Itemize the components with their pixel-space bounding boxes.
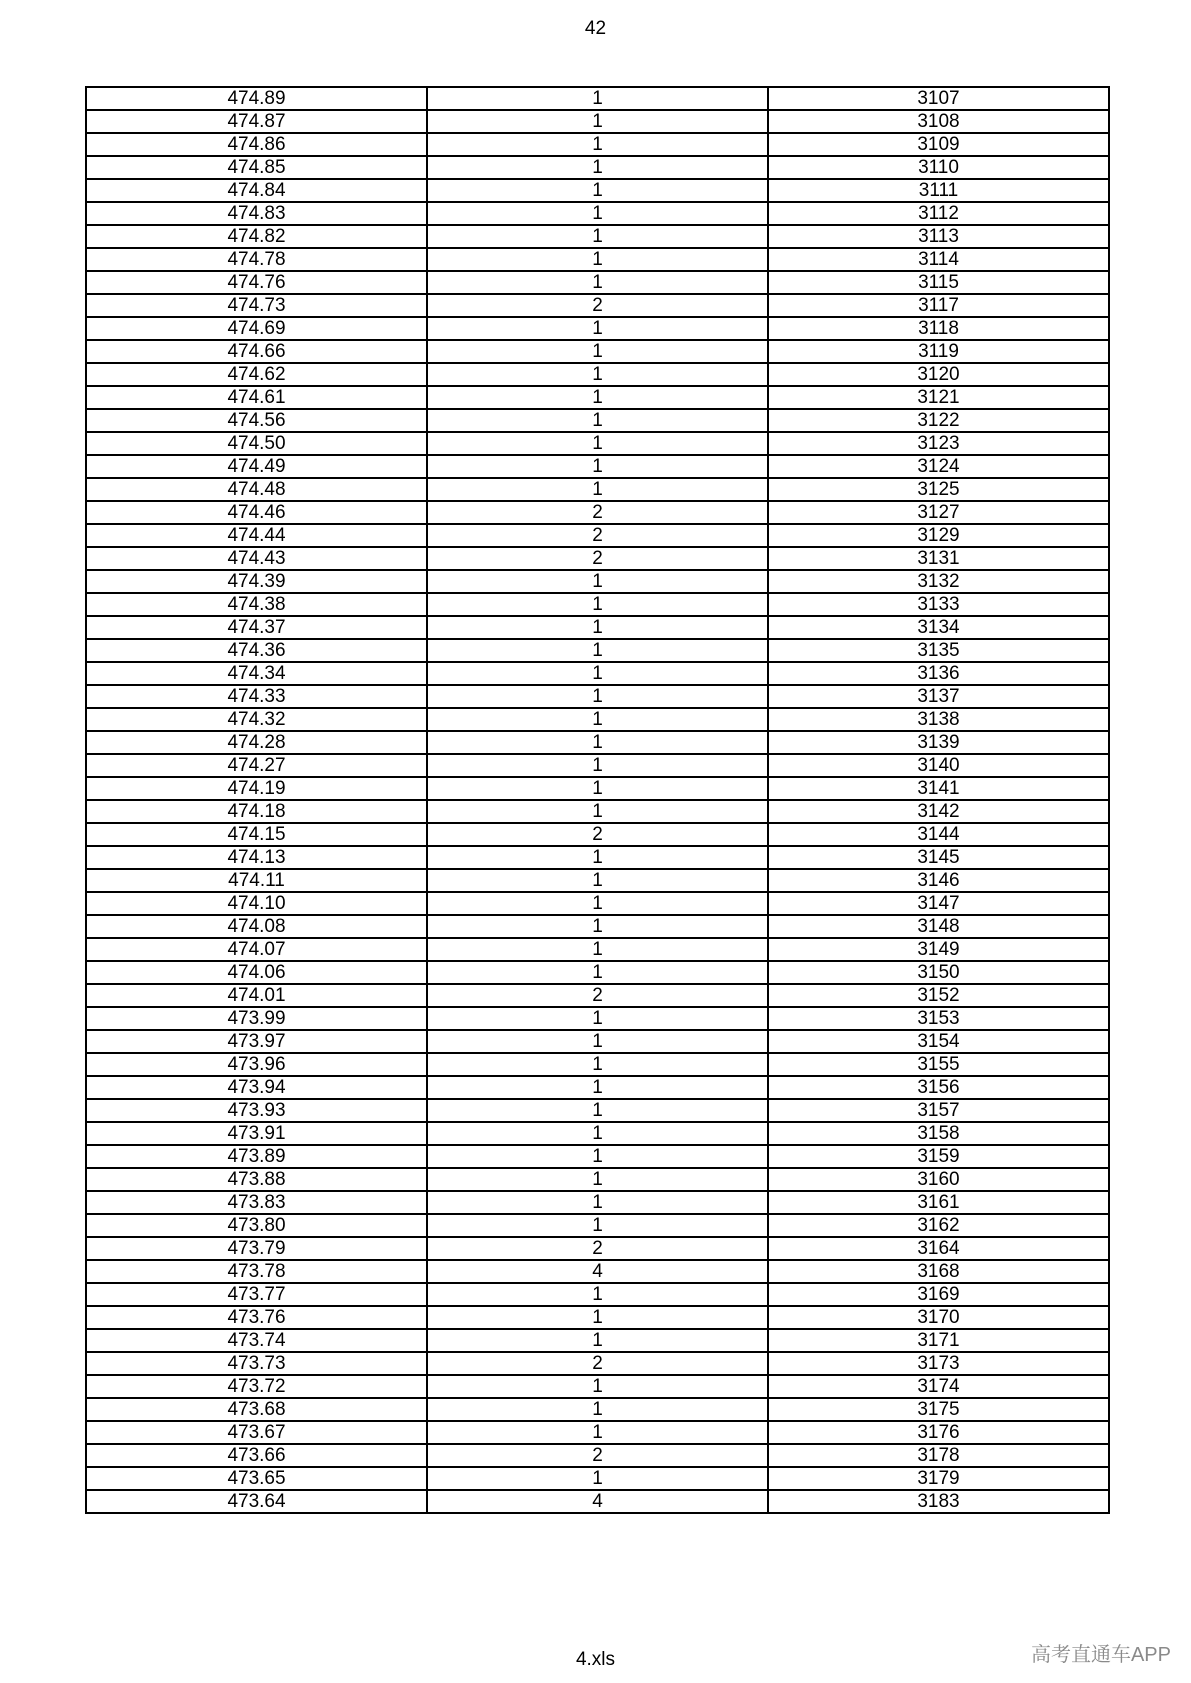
table-row bbox=[86, 616, 1109, 639]
page-number: 42 bbox=[584, 18, 607, 39]
cumulative-cell: 3148 bbox=[768, 915, 1109, 938]
footer-filename: 4.xls bbox=[575, 1649, 616, 1670]
count-cell: 1 bbox=[427, 271, 768, 294]
score-cell: 474.08 bbox=[86, 915, 427, 938]
score-cell: 473.94 bbox=[86, 1076, 427, 1099]
score-cell: 474.11 bbox=[86, 869, 427, 892]
table-row bbox=[86, 1283, 1109, 1306]
cumulative-cell: 3121 bbox=[768, 386, 1109, 409]
score-cell: 473.78 bbox=[86, 1260, 427, 1283]
score-cell: 473.89 bbox=[86, 1145, 427, 1168]
cumulative-cell: 3110 bbox=[768, 156, 1109, 179]
count-cell: 2 bbox=[427, 984, 768, 1007]
score-cell: 474.66 bbox=[86, 340, 427, 363]
count-cell: 1 bbox=[427, 869, 768, 892]
cumulative-cell: 3170 bbox=[768, 1306, 1109, 1329]
count-cell: 1 bbox=[427, 1145, 768, 1168]
cumulative-cell: 3115 bbox=[768, 271, 1109, 294]
score-cell: 473.88 bbox=[86, 1168, 427, 1191]
score-cell: 474.06 bbox=[86, 961, 427, 984]
score-cell: 473.76 bbox=[86, 1306, 427, 1329]
table-row bbox=[86, 915, 1109, 938]
score-cell: 473.80 bbox=[86, 1214, 427, 1237]
table-row bbox=[86, 1030, 1109, 1053]
table-row bbox=[86, 777, 1109, 800]
count-cell: 1 bbox=[427, 616, 768, 639]
table-row bbox=[86, 1352, 1109, 1375]
score-cell: 473.73 bbox=[86, 1352, 427, 1375]
table-row bbox=[86, 271, 1109, 294]
table-row bbox=[86, 1053, 1109, 1076]
count-cell: 1 bbox=[427, 731, 768, 754]
score-cell: 474.10 bbox=[86, 892, 427, 915]
score-cell: 473.96 bbox=[86, 1053, 427, 1076]
score-cell: 474.49 bbox=[86, 455, 427, 478]
score-cell: 474.28 bbox=[86, 731, 427, 754]
cumulative-cell: 3119 bbox=[768, 340, 1109, 363]
score-cell: 474.78 bbox=[86, 248, 427, 271]
table-row bbox=[86, 1214, 1109, 1237]
cumulative-cell: 3139 bbox=[768, 731, 1109, 754]
count-cell: 1 bbox=[427, 386, 768, 409]
cumulative-cell: 3152 bbox=[768, 984, 1109, 1007]
cumulative-cell: 3144 bbox=[768, 823, 1109, 846]
table-row bbox=[86, 87, 1109, 110]
cumulative-cell: 3124 bbox=[768, 455, 1109, 478]
score-cell: 473.91 bbox=[86, 1122, 427, 1145]
table-row bbox=[86, 800, 1109, 823]
table-row bbox=[86, 1398, 1109, 1421]
cumulative-cell: 3169 bbox=[768, 1283, 1109, 1306]
score-cell: 473.79 bbox=[86, 1237, 427, 1260]
table-row bbox=[86, 1168, 1109, 1191]
table-row bbox=[86, 386, 1109, 409]
count-cell: 2 bbox=[427, 547, 768, 570]
score-cell: 474.46 bbox=[86, 501, 427, 524]
cumulative-cell: 3145 bbox=[768, 846, 1109, 869]
score-cell: 474.44 bbox=[86, 524, 427, 547]
score-cell: 474.15 bbox=[86, 823, 427, 846]
count-cell: 2 bbox=[427, 524, 768, 547]
count-cell: 1 bbox=[427, 1421, 768, 1444]
count-cell: 1 bbox=[427, 961, 768, 984]
cumulative-cell: 3118 bbox=[768, 317, 1109, 340]
table-row bbox=[86, 1076, 1109, 1099]
count-cell: 1 bbox=[427, 662, 768, 685]
cumulative-cell: 3136 bbox=[768, 662, 1109, 685]
score-cell: 474.13 bbox=[86, 846, 427, 869]
table-row bbox=[86, 1237, 1109, 1260]
table-row bbox=[86, 1490, 1109, 1513]
table-row bbox=[86, 1191, 1109, 1214]
count-cell: 1 bbox=[427, 1283, 768, 1306]
table-row bbox=[86, 1145, 1109, 1168]
cumulative-cell: 3164 bbox=[768, 1237, 1109, 1260]
count-cell: 1 bbox=[427, 777, 768, 800]
count-cell: 1 bbox=[427, 87, 768, 110]
count-cell: 1 bbox=[427, 1398, 768, 1421]
table-row bbox=[86, 961, 1109, 984]
cumulative-cell: 3114 bbox=[768, 248, 1109, 271]
cumulative-cell: 3113 bbox=[768, 225, 1109, 248]
count-cell: 1 bbox=[427, 593, 768, 616]
table-row bbox=[86, 432, 1109, 455]
cumulative-cell: 3107 bbox=[768, 87, 1109, 110]
score-cell: 473.74 bbox=[86, 1329, 427, 1352]
count-cell: 2 bbox=[427, 823, 768, 846]
count-cell: 1 bbox=[427, 570, 768, 593]
count-cell: 1 bbox=[427, 1375, 768, 1398]
table-row bbox=[86, 409, 1109, 432]
count-cell: 1 bbox=[427, 110, 768, 133]
cumulative-cell: 3125 bbox=[768, 478, 1109, 501]
cumulative-cell: 3149 bbox=[768, 938, 1109, 961]
score-cell: 473.66 bbox=[86, 1444, 427, 1467]
count-cell: 1 bbox=[427, 800, 768, 823]
cumulative-cell: 3159 bbox=[768, 1145, 1109, 1168]
cumulative-cell: 3129 bbox=[768, 524, 1109, 547]
count-cell: 1 bbox=[427, 340, 768, 363]
cumulative-cell: 3120 bbox=[768, 363, 1109, 386]
table-row bbox=[86, 570, 1109, 593]
count-cell: 4 bbox=[427, 1260, 768, 1283]
score-cell: 473.93 bbox=[86, 1099, 427, 1122]
count-cell: 1 bbox=[427, 1053, 768, 1076]
table-row bbox=[86, 869, 1109, 892]
table-row bbox=[86, 1260, 1109, 1283]
watermark: 高考直通车APP bbox=[1030, 1644, 1171, 1666]
count-cell: 1 bbox=[427, 409, 768, 432]
count-cell: 1 bbox=[427, 179, 768, 202]
count-cell: 2 bbox=[427, 294, 768, 317]
cumulative-cell: 3154 bbox=[768, 1030, 1109, 1053]
cumulative-cell: 3162 bbox=[768, 1214, 1109, 1237]
table-row bbox=[86, 317, 1109, 340]
score-cell: 473.64 bbox=[86, 1490, 427, 1513]
score-cell: 474.37 bbox=[86, 616, 427, 639]
cumulative-cell: 3117 bbox=[768, 294, 1109, 317]
count-cell: 1 bbox=[427, 1467, 768, 1490]
cumulative-cell: 3176 bbox=[768, 1421, 1109, 1444]
table-row bbox=[86, 294, 1109, 317]
table-row bbox=[86, 110, 1109, 133]
count-cell: 1 bbox=[427, 708, 768, 731]
score-table-container bbox=[85, 86, 1110, 1514]
table-row bbox=[86, 478, 1109, 501]
score-cell: 473.67 bbox=[86, 1421, 427, 1444]
count-cell: 1 bbox=[427, 1191, 768, 1214]
cumulative-cell: 3147 bbox=[768, 892, 1109, 915]
count-cell: 1 bbox=[427, 754, 768, 777]
score-cell: 474.69 bbox=[86, 317, 427, 340]
table-row bbox=[86, 547, 1109, 570]
cumulative-cell: 3146 bbox=[768, 869, 1109, 892]
table-row bbox=[86, 846, 1109, 869]
cumulative-cell: 3174 bbox=[768, 1375, 1109, 1398]
cumulative-cell: 3158 bbox=[768, 1122, 1109, 1145]
count-cell: 1 bbox=[427, 202, 768, 225]
count-cell: 2 bbox=[427, 501, 768, 524]
cumulative-cell: 3111 bbox=[768, 179, 1109, 202]
table-row bbox=[86, 202, 1109, 225]
table-row bbox=[86, 524, 1109, 547]
score-cell: 474.62 bbox=[86, 363, 427, 386]
count-cell: 1 bbox=[427, 455, 768, 478]
score-cell: 474.27 bbox=[86, 754, 427, 777]
count-cell: 1 bbox=[427, 478, 768, 501]
cumulative-cell: 3137 bbox=[768, 685, 1109, 708]
score-cell: 473.83 bbox=[86, 1191, 427, 1214]
count-cell: 2 bbox=[427, 1237, 768, 1260]
cumulative-cell: 3161 bbox=[768, 1191, 1109, 1214]
cumulative-cell: 3131 bbox=[768, 547, 1109, 570]
table-row bbox=[86, 133, 1109, 156]
count-cell: 2 bbox=[427, 1352, 768, 1375]
count-cell: 2 bbox=[427, 1444, 768, 1467]
score-cell: 474.73 bbox=[86, 294, 427, 317]
score-cell: 473.99 bbox=[86, 1007, 427, 1030]
score-cell: 474.85 bbox=[86, 156, 427, 179]
table-row bbox=[86, 340, 1109, 363]
cumulative-cell: 3132 bbox=[768, 570, 1109, 593]
score-cell: 474.01 bbox=[86, 984, 427, 1007]
cumulative-cell: 3183 bbox=[768, 1490, 1109, 1513]
table-row bbox=[86, 754, 1109, 777]
table-row bbox=[86, 662, 1109, 685]
cumulative-cell: 3133 bbox=[768, 593, 1109, 616]
score-cell: 474.36 bbox=[86, 639, 427, 662]
cumulative-cell: 3134 bbox=[768, 616, 1109, 639]
score-cell: 474.43 bbox=[86, 547, 427, 570]
count-cell: 1 bbox=[427, 915, 768, 938]
table-row bbox=[86, 685, 1109, 708]
count-cell: 1 bbox=[427, 317, 768, 340]
cumulative-cell: 3156 bbox=[768, 1076, 1109, 1099]
cumulative-cell: 3173 bbox=[768, 1352, 1109, 1375]
table-row bbox=[86, 1122, 1109, 1145]
cumulative-cell: 3178 bbox=[768, 1444, 1109, 1467]
count-cell: 1 bbox=[427, 1030, 768, 1053]
score-cell: 474.38 bbox=[86, 593, 427, 616]
score-cell: 474.89 bbox=[86, 87, 427, 110]
table-row bbox=[86, 1444, 1109, 1467]
count-cell: 1 bbox=[427, 363, 768, 386]
table-row bbox=[86, 593, 1109, 616]
count-cell: 1 bbox=[427, 1076, 768, 1099]
table-row bbox=[86, 179, 1109, 202]
table-row bbox=[86, 1007, 1109, 1030]
count-cell: 1 bbox=[427, 1007, 768, 1030]
table-row bbox=[86, 455, 1109, 478]
cumulative-cell: 3112 bbox=[768, 202, 1109, 225]
score-cell: 474.83 bbox=[86, 202, 427, 225]
table-row bbox=[86, 984, 1109, 1007]
table-row bbox=[86, 1306, 1109, 1329]
cumulative-cell: 3175 bbox=[768, 1398, 1109, 1421]
score-table bbox=[85, 86, 1110, 1514]
cumulative-cell: 3123 bbox=[768, 432, 1109, 455]
score-cell: 474.48 bbox=[86, 478, 427, 501]
table-row bbox=[86, 938, 1109, 961]
score-cell: 474.82 bbox=[86, 225, 427, 248]
cumulative-cell: 3155 bbox=[768, 1053, 1109, 1076]
count-cell: 1 bbox=[427, 248, 768, 271]
cumulative-cell: 3127 bbox=[768, 501, 1109, 524]
table-row bbox=[86, 1375, 1109, 1398]
table-row bbox=[86, 639, 1109, 662]
cumulative-cell: 3168 bbox=[768, 1260, 1109, 1283]
cumulative-cell: 3150 bbox=[768, 961, 1109, 984]
score-cell: 473.97 bbox=[86, 1030, 427, 1053]
count-cell: 1 bbox=[427, 938, 768, 961]
cumulative-cell: 3109 bbox=[768, 133, 1109, 156]
score-cell: 473.72 bbox=[86, 1375, 427, 1398]
table-row bbox=[86, 225, 1109, 248]
table-row bbox=[86, 1099, 1109, 1122]
score-cell: 474.32 bbox=[86, 708, 427, 731]
score-cell: 474.50 bbox=[86, 432, 427, 455]
score-cell: 474.86 bbox=[86, 133, 427, 156]
count-cell: 1 bbox=[427, 432, 768, 455]
score-cell: 474.76 bbox=[86, 271, 427, 294]
count-cell: 1 bbox=[427, 1329, 768, 1352]
count-cell: 1 bbox=[427, 225, 768, 248]
count-cell: 1 bbox=[427, 685, 768, 708]
score-cell: 473.77 bbox=[86, 1283, 427, 1306]
table-row bbox=[86, 823, 1109, 846]
table-row bbox=[86, 501, 1109, 524]
score-cell: 474.19 bbox=[86, 777, 427, 800]
cumulative-cell: 3135 bbox=[768, 639, 1109, 662]
table-row bbox=[86, 892, 1109, 915]
cumulative-cell: 3160 bbox=[768, 1168, 1109, 1191]
count-cell: 1 bbox=[427, 639, 768, 662]
score-table-body bbox=[86, 87, 1109, 1513]
cumulative-cell: 3138 bbox=[768, 708, 1109, 731]
score-cell: 474.07 bbox=[86, 938, 427, 961]
cumulative-cell: 3179 bbox=[768, 1467, 1109, 1490]
score-cell: 474.84 bbox=[86, 179, 427, 202]
table-row bbox=[86, 363, 1109, 386]
table-row bbox=[86, 156, 1109, 179]
count-cell: 1 bbox=[427, 1214, 768, 1237]
cumulative-cell: 3141 bbox=[768, 777, 1109, 800]
table-row bbox=[86, 1329, 1109, 1352]
count-cell: 1 bbox=[427, 1122, 768, 1145]
cumulative-cell: 3140 bbox=[768, 754, 1109, 777]
cumulative-cell: 3153 bbox=[768, 1007, 1109, 1030]
count-cell: 1 bbox=[427, 846, 768, 869]
score-cell: 473.68 bbox=[86, 1398, 427, 1421]
count-cell: 1 bbox=[427, 1306, 768, 1329]
score-cell: 473.65 bbox=[86, 1467, 427, 1490]
count-cell: 1 bbox=[427, 1168, 768, 1191]
score-cell: 474.34 bbox=[86, 662, 427, 685]
score-cell: 474.18 bbox=[86, 800, 427, 823]
table-row bbox=[86, 1421, 1109, 1444]
count-cell: 1 bbox=[427, 1099, 768, 1122]
score-cell: 474.61 bbox=[86, 386, 427, 409]
count-cell: 1 bbox=[427, 892, 768, 915]
table-row bbox=[86, 731, 1109, 754]
table-row bbox=[86, 1467, 1109, 1490]
table-row bbox=[86, 248, 1109, 271]
cumulative-cell: 3157 bbox=[768, 1099, 1109, 1122]
cumulative-cell: 3122 bbox=[768, 409, 1109, 432]
score-cell: 474.33 bbox=[86, 685, 427, 708]
score-cell: 474.87 bbox=[86, 110, 427, 133]
count-cell: 1 bbox=[427, 156, 768, 179]
score-cell: 474.39 bbox=[86, 570, 427, 593]
count-cell: 4 bbox=[427, 1490, 768, 1513]
cumulative-cell: 3108 bbox=[768, 110, 1109, 133]
score-cell: 474.56 bbox=[86, 409, 427, 432]
cumulative-cell: 3171 bbox=[768, 1329, 1109, 1352]
cumulative-cell: 3142 bbox=[768, 800, 1109, 823]
count-cell: 1 bbox=[427, 133, 768, 156]
table-row bbox=[86, 708, 1109, 731]
